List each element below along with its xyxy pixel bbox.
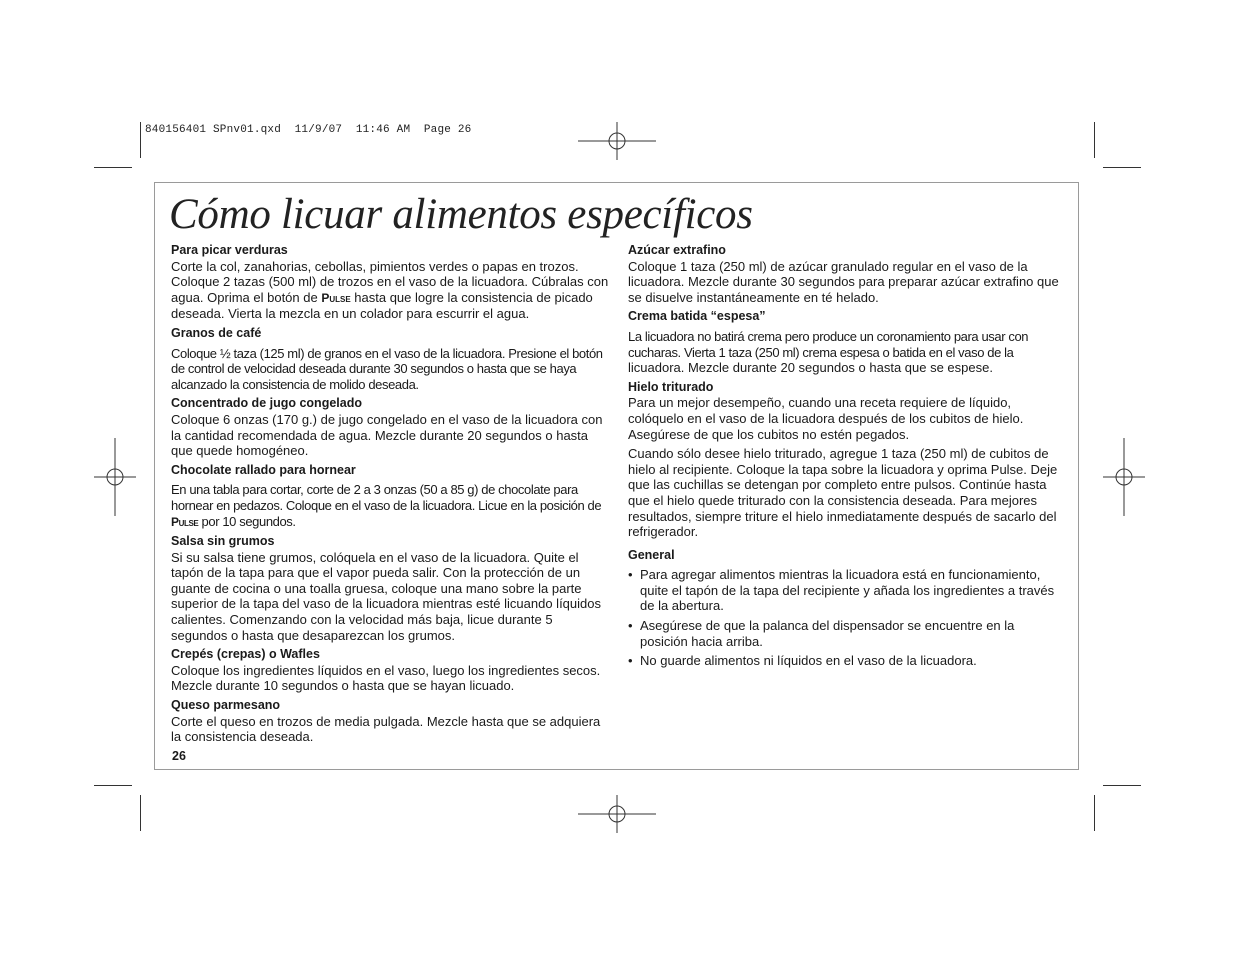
- section-text: Corte el queso en trozos de media pulgada. Mezcle hasta que se adquiera la consistencia deseada.: [171, 713, 601, 745]
- pulse-label: Pulse: [321, 290, 351, 305]
- crop-mark-top-left-h: [94, 167, 132, 168]
- general-list: [628, 567, 1064, 669]
- list-item: • Para agregar alimentos mientras la licuadora está en funcionamiento, quite el tapón de la tapa del recipiente y añada los ingredientes a través de la abertura.: [628, 567, 1064, 614]
- registration-mark-icon: [94, 438, 136, 516]
- section-text: Coloque 1 taza (250 ml) de azúcar granulado regular en el vaso de la licuadora. Mezcle durante 30 segundos para preparar azúcar extrafino que se disuelve instantáneamente en té helado.: [628, 258, 1059, 305]
- registration-mark-icon: [578, 793, 656, 835]
- print-slug: 840156401 SPnv01.qxd 11/9/07 11:46 AM Page 26: [145, 124, 472, 136]
- section-heading: Hielo triturado: [628, 379, 714, 394]
- section-text: [171, 259, 609, 322]
- section-heading: Salsa sin grumos: [171, 534, 275, 549]
- list-item: • No guarde alimentos ni líquidos en el vaso de la licuadora.: [628, 653, 1064, 669]
- section-text: Si su salsa tiene grumos, colóquela en el vaso de la licuadora. Quite el tapón de la tapa para que el vapor pueda salir. Con la protección de un guante de cocina o una toalla gruesa, coloque una mano sobre la parte superior de la tapa del vaso de la licuadora mientras esté licuando líquidos calientes. Comenzando con la velocidad más baja, licue durante 5 segundos o hasta que desaparezcan los grumos.: [171, 549, 601, 643]
- list-item: • Asegúrese de que la palanca del dispensador se encuentre en la posición hacia arriba.: [628, 618, 1064, 649]
- section-heading: Para picar verduras: [171, 243, 288, 257]
- crop-mark-bottom-left-h: [94, 785, 132, 786]
- text-part: La licuadora no batirá crema pero produce un coronamiento para usar con cucharas. Vierta 1 taza (250 ml) crema espesa o batida en el vaso de la: [628, 328, 1029, 360]
- pulse-label: Pulse: [171, 514, 199, 529]
- text-part: hasta que logre la consistencia de picado deseada. Vierta la mezcla en un colador para escurrir el agua.: [171, 289, 593, 322]
- crop-mark-bottom-right-v: [1094, 795, 1095, 831]
- section-text: Coloque 6 onzas (170 g.) de jugo congelado en el vaso de la licuadora con la cantidad recomendada de agua. Mezcle durante 20 segundos o hasta que quede homogéneo.: [171, 411, 603, 459]
- registration-mark-icon: [578, 120, 656, 162]
- section-general: [628, 548, 1064, 669]
- section-heading: Crema batida “espesa”: [628, 309, 766, 324]
- crop-mark-bottom-left-v: [140, 795, 141, 831]
- registration-mark-icon: [1103, 438, 1145, 516]
- text-part: licuadora. Mezcle durante 20 segundos o hasta que se espese.: [628, 360, 993, 376]
- section-crema: [628, 309, 1064, 375]
- section-text: Coloque los ingredientes líquidos en el vaso, luego los ingredientes secos. Mezcle durante 10 segundos o hasta que se hayan licuado.: [171, 662, 601, 694]
- text-part: por 10 segundos.: [198, 513, 296, 529]
- section-crepes: [171, 647, 609, 694]
- section-text: Coloque ½ taza (125 ml) de granos en el vaso de la licuadora. Presione el botón de control de velocidad deseada durante 30 segundos o hasta que se haya alcanzado la consistencia de molido deseada.: [171, 345, 603, 392]
- section-verduras: [171, 243, 609, 322]
- section-text: Para un mejor desempeño, cuando una receta requiere de líquido, colóquelo en el vaso de la licuadora después de los cubitos de hielo. Asegúrese de que los cubitos no estén pegados.: [628, 395, 1024, 442]
- crop-mark-top-right-v: [1094, 122, 1095, 158]
- left-column: [171, 243, 609, 749]
- page-number: 26: [172, 749, 186, 763]
- section-cafe: [171, 326, 609, 392]
- section-text: [628, 329, 1064, 376]
- section-heading: Chocolate rallado para hornear: [171, 462, 356, 477]
- section-jugo: [171, 396, 609, 458]
- section-heading: Queso parmesano: [171, 698, 281, 713]
- section-heading: Crepés (crepas) o Wafles: [171, 647, 320, 662]
- crop-mark-top-left-v: [140, 122, 141, 158]
- right-column: [628, 243, 1064, 673]
- section-queso: [171, 698, 609, 745]
- section-heading: Concentrado de jugo congelado: [171, 396, 362, 411]
- crop-mark-bottom-right-h: [1103, 785, 1141, 786]
- section-hielo: [628, 380, 1064, 540]
- section-salsa: [171, 534, 609, 643]
- page-title: Cómo licuar alimentos específicos: [169, 191, 753, 238]
- section-chocolate: [171, 463, 609, 530]
- section-text: Cuando sólo desee hielo triturado, agregue 1 taza (250 ml) de cubitos de hielo al recipiente. Coloque la tapa sobre la licuadora y oprima Pulse. Deje que las cuchillas se detengan por completo entre pulsos. Continúe hasta que el hielo quede triturado con la consistencia deseada. Para mejores resultados, siempre triture el hielo inmediatamente después de sacarlo del refrigerador.: [628, 446, 1058, 540]
- section-text: [171, 482, 609, 530]
- section-heading: Azúcar extrafino: [628, 243, 726, 257]
- crop-mark-top-right-h: [1103, 167, 1141, 168]
- section-heading: General: [628, 547, 675, 562]
- section-heading: Granos de café: [171, 325, 262, 340]
- section-azucar: [628, 243, 1064, 305]
- text-part: En una tabla para cortar, corte de 2 a 3 onzas (50 a 85 g) de chocolate para hornear en pedazos. Coloque en el vaso de la licuadora. Licue en la posición de: [171, 482, 602, 513]
- text-part: Corte la col, zanahorias, cebollas, pimientos verdes o papas en trozos. Coloque 2 tazas (500 ml) de trozos en el vaso de la licuadora. Cúbralas con agua. Oprima el botón de: [171, 258, 609, 305]
